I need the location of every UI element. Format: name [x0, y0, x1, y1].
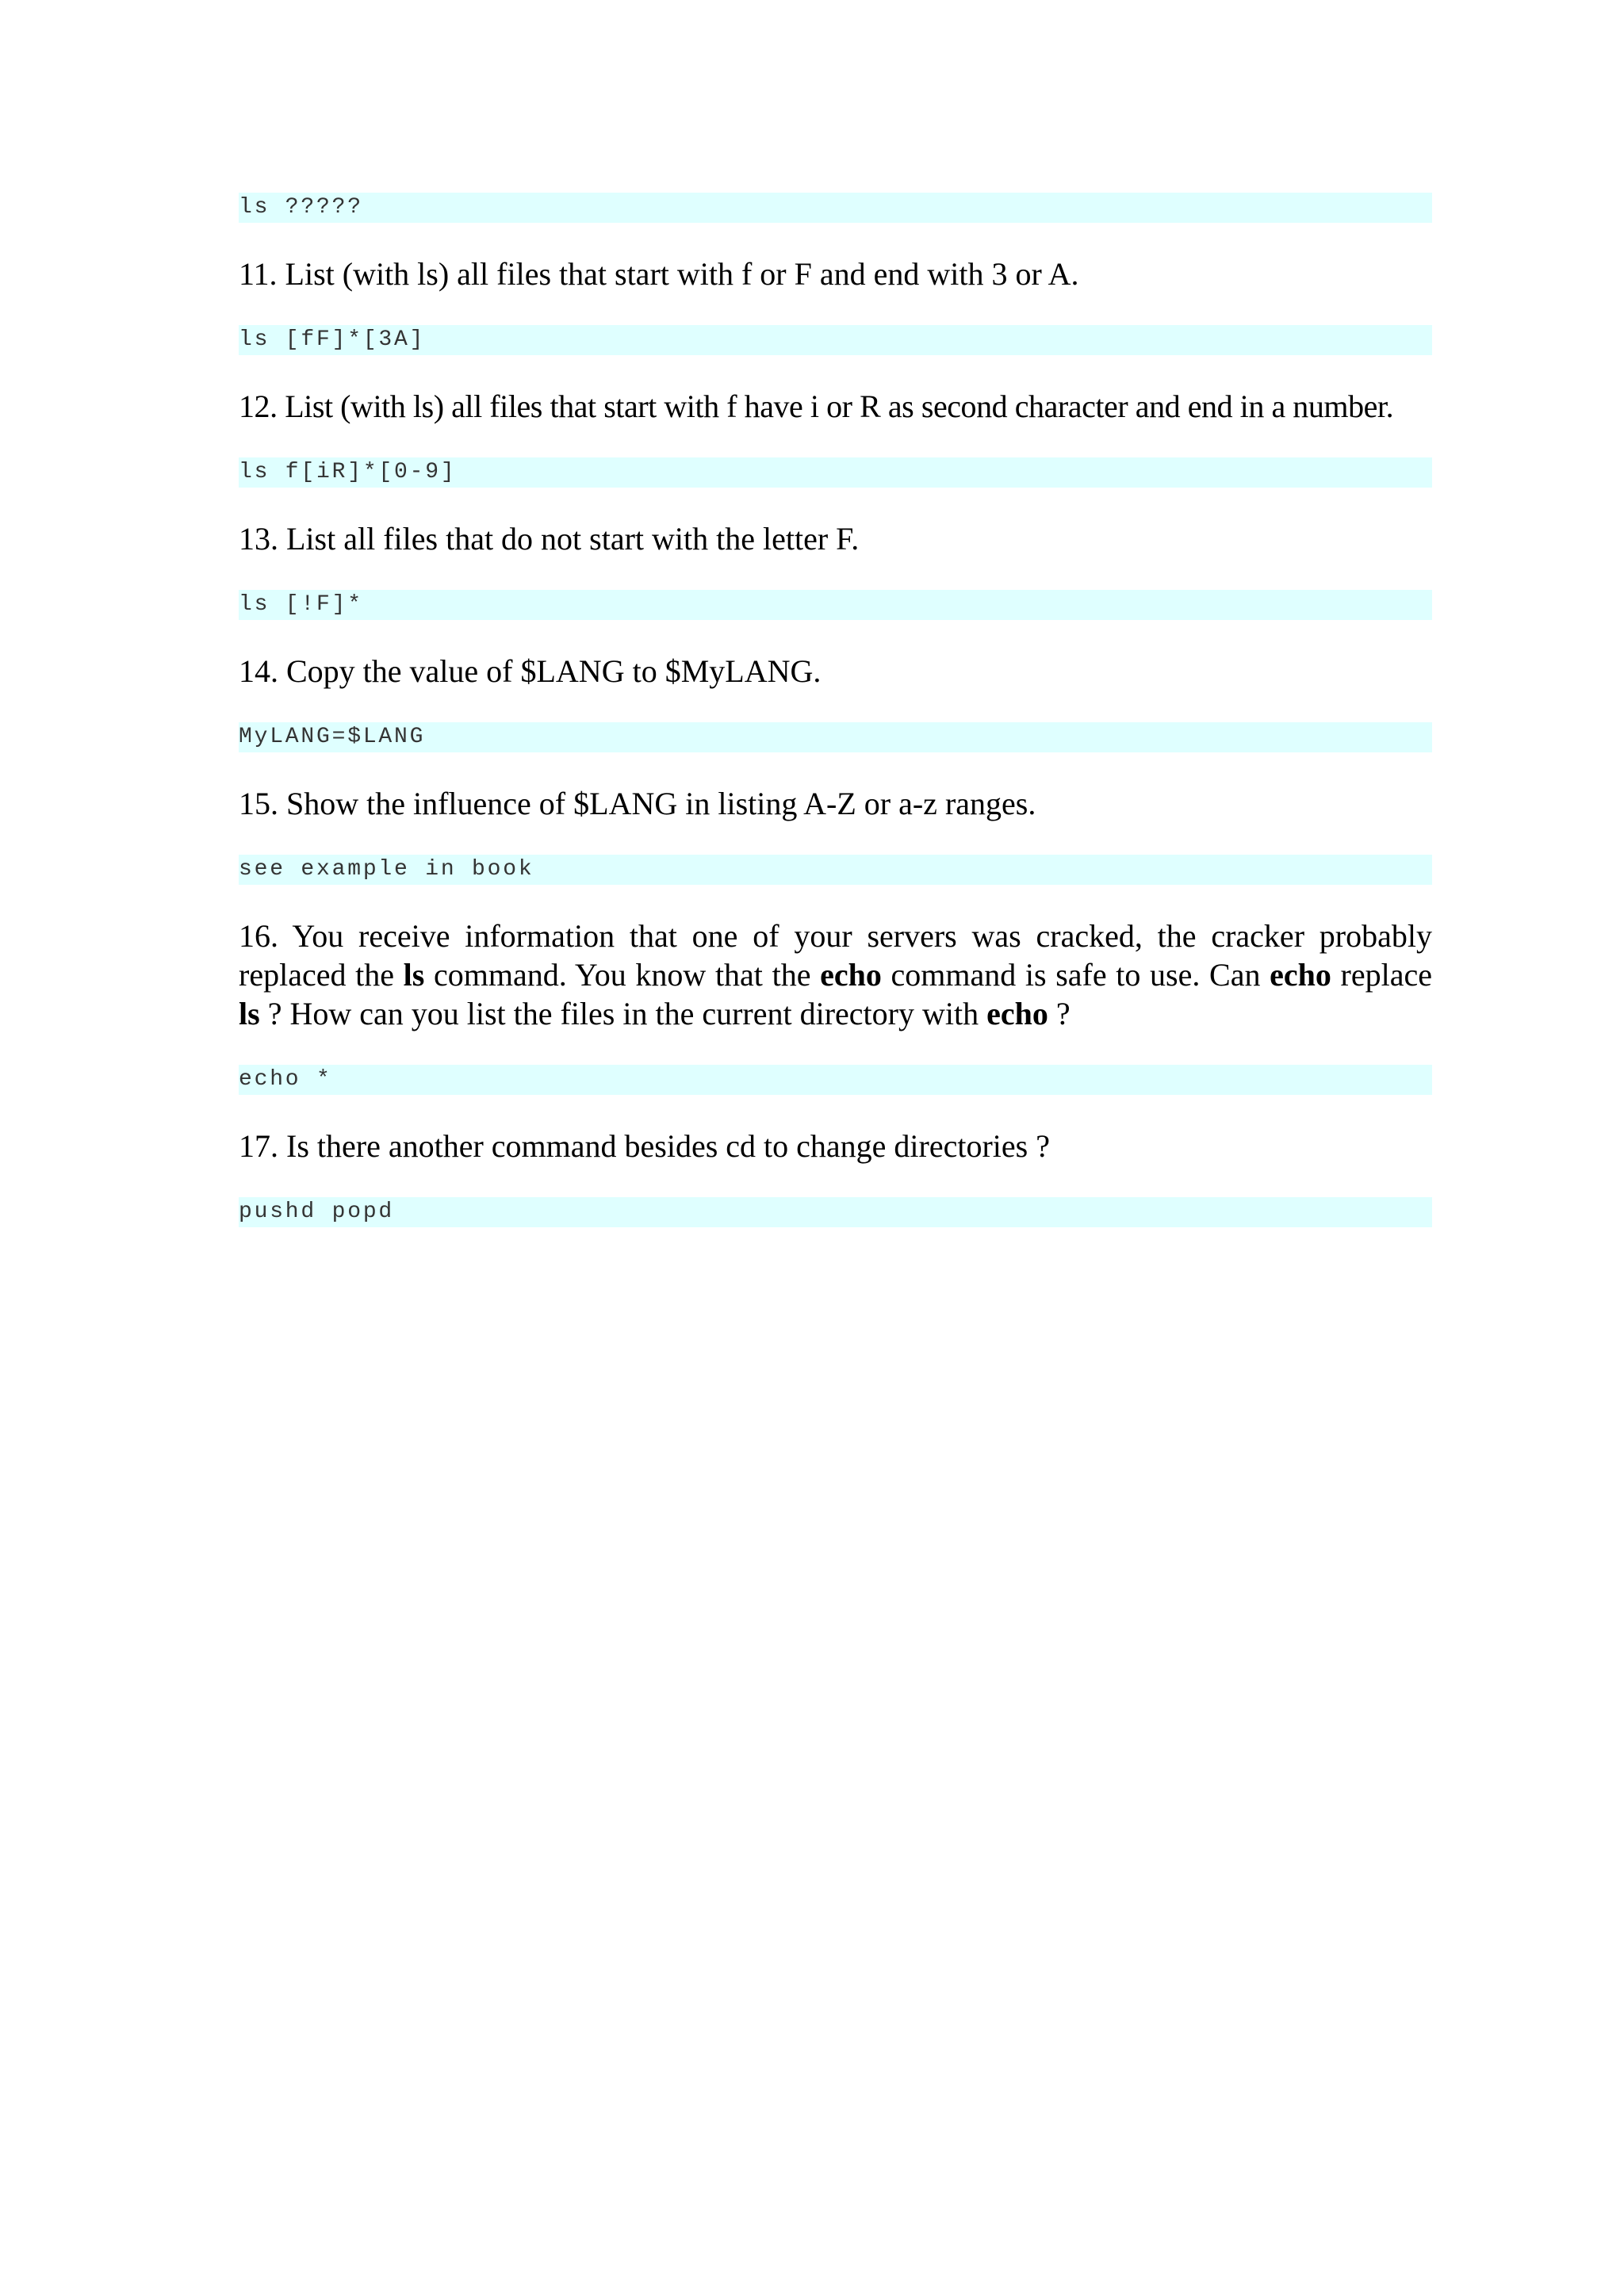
- question-16-bold-ls: ls: [403, 957, 425, 993]
- code-block-answer-12: ls f[iR]*[0-9]: [239, 457, 1432, 488]
- question-16-bold-echo-2: echo: [1270, 957, 1331, 993]
- question-16-text-4: replace: [1331, 957, 1432, 993]
- exercise-content: [239, 193, 1432, 1227]
- question-16-bold-echo-3: echo: [986, 996, 1048, 1031]
- question-16: [239, 916, 1432, 1033]
- question-16-bold-ls-2: ls: [239, 996, 260, 1031]
- question-16-text-1: 16. You receive information that one of your servers was cracked, the cracker probably replaced the: [239, 918, 1432, 993]
- code-block-answer-14: MyLANG=$LANG: [239, 722, 1432, 752]
- question-12: 12. List (with ls) all files that start with f have i or R as second character and end in a number.: [239, 388, 1394, 424]
- code-block-answer-17: pushd popd: [239, 1197, 1432, 1227]
- question-15: 15. Show the influence of $LANG in listing A-Z or a-z ranges.: [239, 786, 1036, 821]
- question-16-text-5: ? How can you list the files in the current directory with: [259, 996, 987, 1031]
- question-13: 13. List all files that do not start with the letter F.: [239, 521, 860, 557]
- code-block-answer-13: ls [!F]*: [239, 590, 1432, 620]
- question-16-bold-echo: echo: [820, 957, 882, 993]
- question-16-text-2: command. You know that the: [424, 957, 821, 993]
- question-17: 17. Is there another command besides cd to change directories ?: [239, 1128, 1050, 1164]
- question-16-text-6: ?: [1048, 996, 1071, 1031]
- question-14: 14. Copy the value of $LANG to $MyLANG.: [239, 653, 822, 689]
- question-16-text-3: command is safe to use. Can: [881, 957, 1270, 993]
- code-block-answer-16: echo *: [239, 1065, 1432, 1095]
- question-11: 11. List (with ls) all files that start with f or F and end with 3 or A.: [239, 256, 1079, 292]
- code-block-answer-11: ls [fF]*[3A]: [239, 325, 1432, 355]
- code-block-answer-10: ls ?????: [239, 193, 1432, 223]
- code-block-answer-15: see example in book: [239, 855, 1432, 885]
